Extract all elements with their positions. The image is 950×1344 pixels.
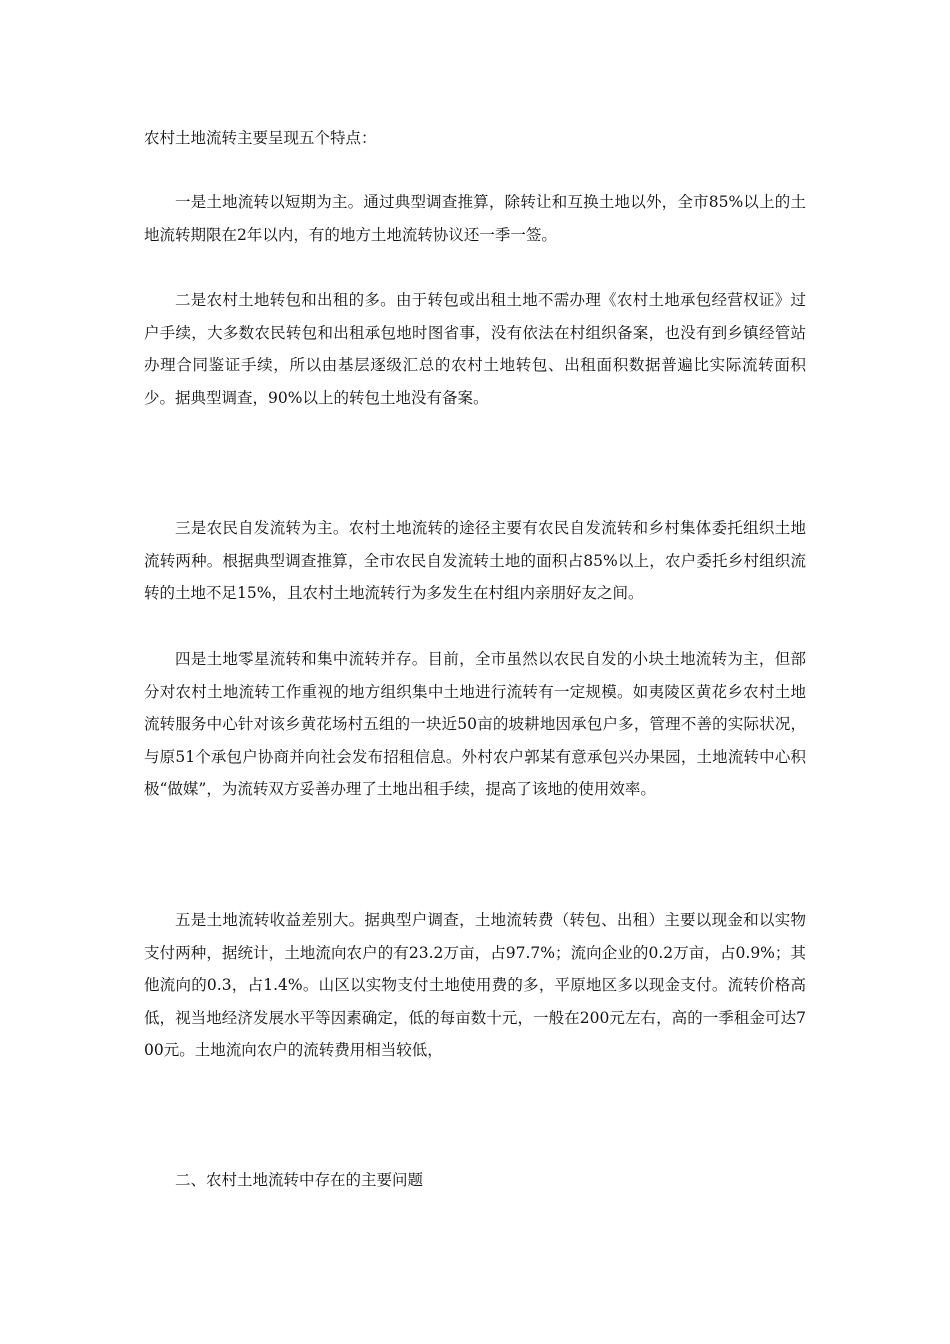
paragraph-feature-2: 二是农村土地转包和出租的多。由于转包或出租土地不需办理《农村土地承包经营权证》过户手续，大多数农民转包和出租承包地时图省事，没有依法在村组织备案，也没有到乡镇经管站办理合同鉴证手续，所以由基层逐级汇总的农村土地转包、出租面积数据普遍比实际流转面积少。据典型调查，90%以上的转包土地没有备案。: [144, 291, 806, 407]
paragraph-feature-5: 五是土地流转收益差别大。据典型户调查，土地流转费（转包、出租）主要以现金和以实物支付两种，据统计，土地流向农户的有23.2万亩，占97.7%；流向企业的0.2万亩，占0.9%；其他流向的0.3，占1.4%。山区以实物支付土地使用费的多，平原地区多以现金支付。流转价格高低，视当地经济发展水平等因素确定，低的每亩数十元，一般在200元左右，高的一季租金可达700元。土地流向农户的流转费用相当较低，: [144, 911, 806, 1059]
section-heading: 二、农村土地流转中存在的主要问题: [175, 1171, 424, 1189]
paragraph-feature-1: 一是土地流转以短期为主。通过典型调查推算，除转让和互换土地以外，全市85%以上的土地流转期限在2年以内，有的地方土地流转协议还一季一签。: [144, 193, 806, 244]
paragraph-feature-4: 四是土地零星流转和集中流转并存。目前，全市虽然以农民自发的小块土地流转为主，但部分对农村土地流转工作重视的地方组织集中土地进行流转有一定规模。如夷陵区黄花乡农村土地流转服务中心针对该乡黄花场村五组的一块近50亩的坡耕地因承包户多，管理不善的实际状况，与原51个承包户协商并向社会发布招租信息。外村农户郭某有意承包兴办果园，土地流转中心积极“做媒”，为流转双方妥善办理了土地出租手续，提高了该地的使用效率。: [144, 650, 806, 798]
paragraph-feature-3: 三是农民自发流转为主。农村土地流转的途径主要有农民自发流转和乡村集体委托组织土地流转两种。根据典型调查推算，全市农民自发流转土地的面积占85%以上，农户委托乡村组织流转的土地不足15%，且农村土地流转行为多发生在村组内亲朋好友之间。: [144, 519, 806, 602]
paragraph-intro: 农村土地流转主要呈现五个特点：: [144, 129, 377, 147]
